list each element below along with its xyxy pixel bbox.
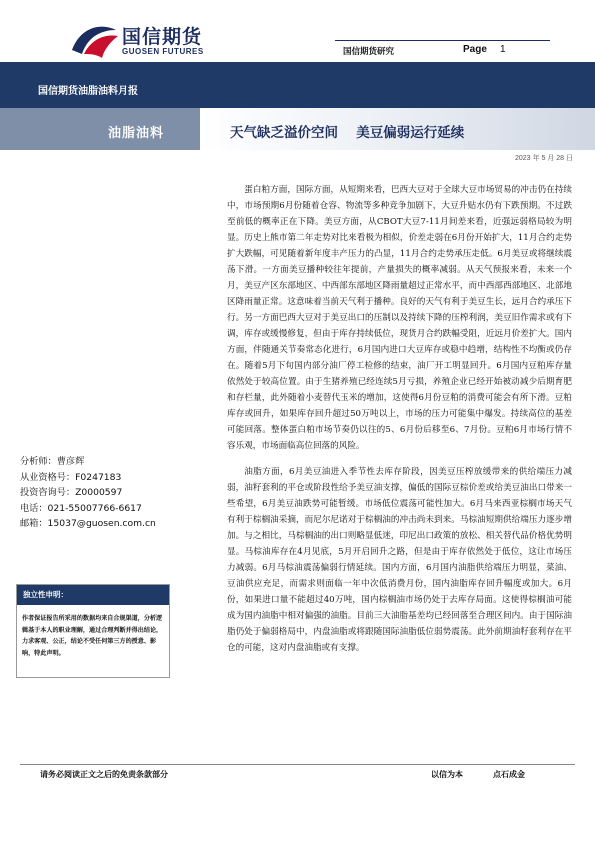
independence-statement xyxy=(16,584,170,678)
guosen-logo xyxy=(70,20,240,60)
analyst-email: 邮箱：15037@guosen.com.cn xyxy=(20,518,156,530)
footer-disclaimer: 请务必阅读正文之后的免责条款部分 xyxy=(40,770,168,779)
sector-label: 油脂油料 xyxy=(108,126,165,141)
report-date: 2023 年 5 月 28 日 xyxy=(515,155,573,162)
guosen-logo-icon xyxy=(70,20,120,60)
analyst-name: 分析师：曹彦辉 xyxy=(20,456,85,467)
report-body xyxy=(227,182,572,666)
analyst-info xyxy=(20,454,156,532)
page-label: Page xyxy=(463,44,487,55)
sector-box xyxy=(0,108,200,150)
paragraph-protein-meal: 蛋白粕方面，国际方面，从短期来看，巴西大豆对于全球大豆市场贸易的冲击仍在持续中，市场预期6月份随着仓容、物流等多种竞争加剧下，大豆升贴水仍有下跌预期。不过跌至前低的概率正在下降。美豆方面，从CBOT大豆7-11月间差来看，近强远弱格局较为明显。历史上熊市第二年走势对比来看极为相似，价差走弱在6月份开始扩大，11月合约走势扩大跌幅，可见随着新年度丰产压力的凸显，11月合约走势承压走低。6月美豆或将继续震荡下滑。一方面美豆播种较往年提前，产量损失的概率减弱。从天气预报来看，未来一个月，美豆产区东部地区、中西部东部地区降雨量超过正常水平，而中西部西部地区、北部地区降雨量正常。这意味着当前天气利于播种。良好的天气有利于美豆生长，远月合约承压下行。另一方面巴西大豆对于美豆出口的压制以及持续下降的压榨利润，美豆旧作需求或有下调，库存或缓慢修复，但由于库存持续低位，现货月合约跌幅受阻，近远月价差扩大。国内方面，伴随通关节奏常态化进行，6月国内进口大豆库存或稳中趋增，结构性不均衡或仍存在。随着5月下旬国内部分油厂停工检修的结束，油厂开工明显回升。6月国内豆粕库存量依然处于较高位置。由于生猪养殖已经连续5月亏损，养殖企业已经开始被动减少后期育肥和存栏量，此外随着小麦替代玉米的增加，这使得6月份豆粕的消费可能会有所下滑。豆粕库存或回升，如果库存回升超过50万吨以上，市场的压力可能集中爆发。持续高位的基差可能回落。整体蛋白粕市场节奏仍以往的5、6月份后移至6、7月份。豆粕6月市场行情不容乐观，市场面临高位回落的风险。 xyxy=(227,185,572,451)
paragraph-oils: 油脂方面，6月美豆油进入季节性去库存阶段，因美豆压榨放缓带来的供给端压力减弱，油籽套利的平仓或阶段性给予美豆油支撑，偏低的国际豆棕价差或给美豆油出口带来一些希望，6月美豆油跌势可能暂缓。市场低位震荡可能性加大。6月马来西亚棕榈市场天气有利于棕榈油采摘，而尼尔尼诺对于棕榈油的冲击尚未到来。马棕油短期供给端压力逐步增加。与之相比，马棕榈油的出口则略显低迷，印尼出口政策的放松、相关替代品价格优势明显。马棕油库存在4月见底，5月开启回升之路，但是由于库存依然处于低位，这让市场压力减弱。6月马棕油震荡偏弱行情延续。国内方面，6月国内油脂供给端压力明显，菜油、豆油供应充足，而需求则面临一年中次低消费月份，国内油脂库存回升幅度或加大。6月份，如果进口量不能超过40万吨，国内棕榈油市场仍处于去库存局面。这使得棕榈油可能成为国内油脂中相对偏强的油脂。目前三大油脂基差均已经回落至合理区间内。由于国际油脂仍处于偏弱格局中，内盘油脂或将跟随国际油脂低位弱势震荡。此外前期油籽套利存在平仓的可能，这对内盘油脂或有支撑。 xyxy=(227,467,572,653)
footer-slogan-2: 点石成金 xyxy=(493,770,525,779)
logo-chinese-name: 国信期货 xyxy=(122,26,203,48)
logo-english-name: GUOSEN FUTURES xyxy=(122,47,204,56)
report-series-title: 国信期货油脂油料月报 xyxy=(38,86,138,97)
independence-title: 独立性申明： xyxy=(17,585,169,605)
analyst-advisor-id: 投资咨询号：Z0000597 xyxy=(20,487,123,499)
analyst-license: 从业资格号：F0247183 xyxy=(20,471,122,483)
headline: 天气缺乏溢价空间 美豆偏弱运行延续 xyxy=(230,125,465,141)
footer-rule xyxy=(20,764,575,765)
page-number: 1 xyxy=(500,44,506,55)
header-rule xyxy=(335,40,550,41)
report-label: 国信期货研究 xyxy=(343,47,395,57)
independence-text: 作者保证报告所采用的数据均来自合规渠道，分析逻辑基于本人的职业理解，通过合理判断并得出结论，力求客观、公正，结论不受任何第三方的授意、影响，特此声明。 xyxy=(22,615,163,657)
analyst-phone: 电话：021-55007766-6617 xyxy=(20,502,142,514)
footer-slogan-1: 以信为本 xyxy=(431,770,463,779)
